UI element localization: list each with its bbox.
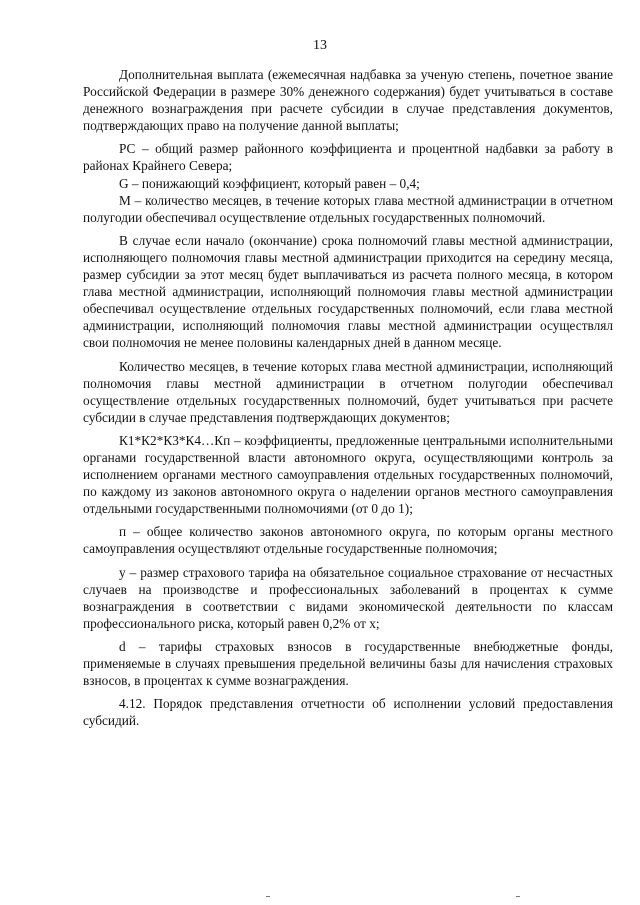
paragraph-additional-payment: Дополнительная выплата (ежемесячная надбавка за ученую степень, почетное звание Российской Федерации в размере 30% денежного содержания) будет учитываться в составе денежного вознаграждения при расчете субсидии в случае представления документов, подтверждающих право на получение данной выплаты; [83, 67, 613, 134]
page-number: 13 [313, 38, 327, 53]
scan-mark [516, 896, 520, 897]
paragraph-d-tariffs: d – тарифы страховых взносов в государственные внебюджетные фонды, применяемые в случаях превышения предельной величины базы для начисления страховых взносов, в процентах к сумме вознаграждения. [83, 638, 613, 689]
paragraph-g-coefficient: G – понижающий коэффициент, который равен – 0,4; [119, 175, 420, 191]
paragraph-n-laws: п – общее количество законов автономного округа, по которым органы местного самоуправления осуществляют отдельные государственные полномочия; [83, 524, 613, 557]
paragraph-section-4-12: 4.12. Порядок представления отчетности об исполнении условий предоставления субсидий. [83, 696, 613, 729]
paragraph-y-insurance-tariff: у – размер страхового тарифа на обязательное социальное страхование от несчастных случаев на производстве и профессиональных заболеваний в процентах к сумме вознаграждения в соответствии с видами экономической деятельности по классам профессионального риска, который равен 0,2% от х; [83, 564, 613, 631]
document-body [83, 66, 613, 729]
paragraph-rs-coefficient: РС – общий размер районного коэффициента и процентной надбавки за работу в районах Крайнего Севера; [83, 141, 613, 174]
paragraph-k-coefficients: К1*К2*К3*К4…Кп – коэффициенты, предложенные центральными исполнительными органами государственной власти автономного округа, осуществляющими контроль за исполнением органами местного самоуправления отдельных государственных полномочий, по каждому из законов автономного округа о наделении органов местного самоуправления отдельными государственными полномочиями (от 0 до 1); [83, 432, 613, 517]
scan-mark [266, 896, 270, 897]
paragraph-months-count: Количество месяцев, в течение которых глава местной администрации, исполняющий полномочия главы местной администрации в отчетном полугодии обеспечивал осуществление отдельных государственных полномочий, будет учитываться при расчете субсидии в случае представления подтверждающих документов; [83, 358, 613, 425]
paragraph-m-months: М – количество месяцев, в течение которых глава местной администрации в отчетном полугодии обеспечивал осуществление отдельных государственных полномочий. [83, 192, 613, 225]
paragraph-term-start-end: В случае если начало (окончание) срока полномочий главы местной администрации, исполняющего полномочия главы местной администрации приходится на середину месяца, размер субсидии за этот месяц будет выплачиваться из расчета полного месяца, в котором глава местной администрации, исполняющий полномочия главы местной администрации обеспечивал осуществление отдельных государственных полномочий, если глава местной администрации, исполняющий полномочия главы местной администрации осуществлял свои полномочия не менее половины календарных дней в данном месяце. [83, 232, 613, 351]
